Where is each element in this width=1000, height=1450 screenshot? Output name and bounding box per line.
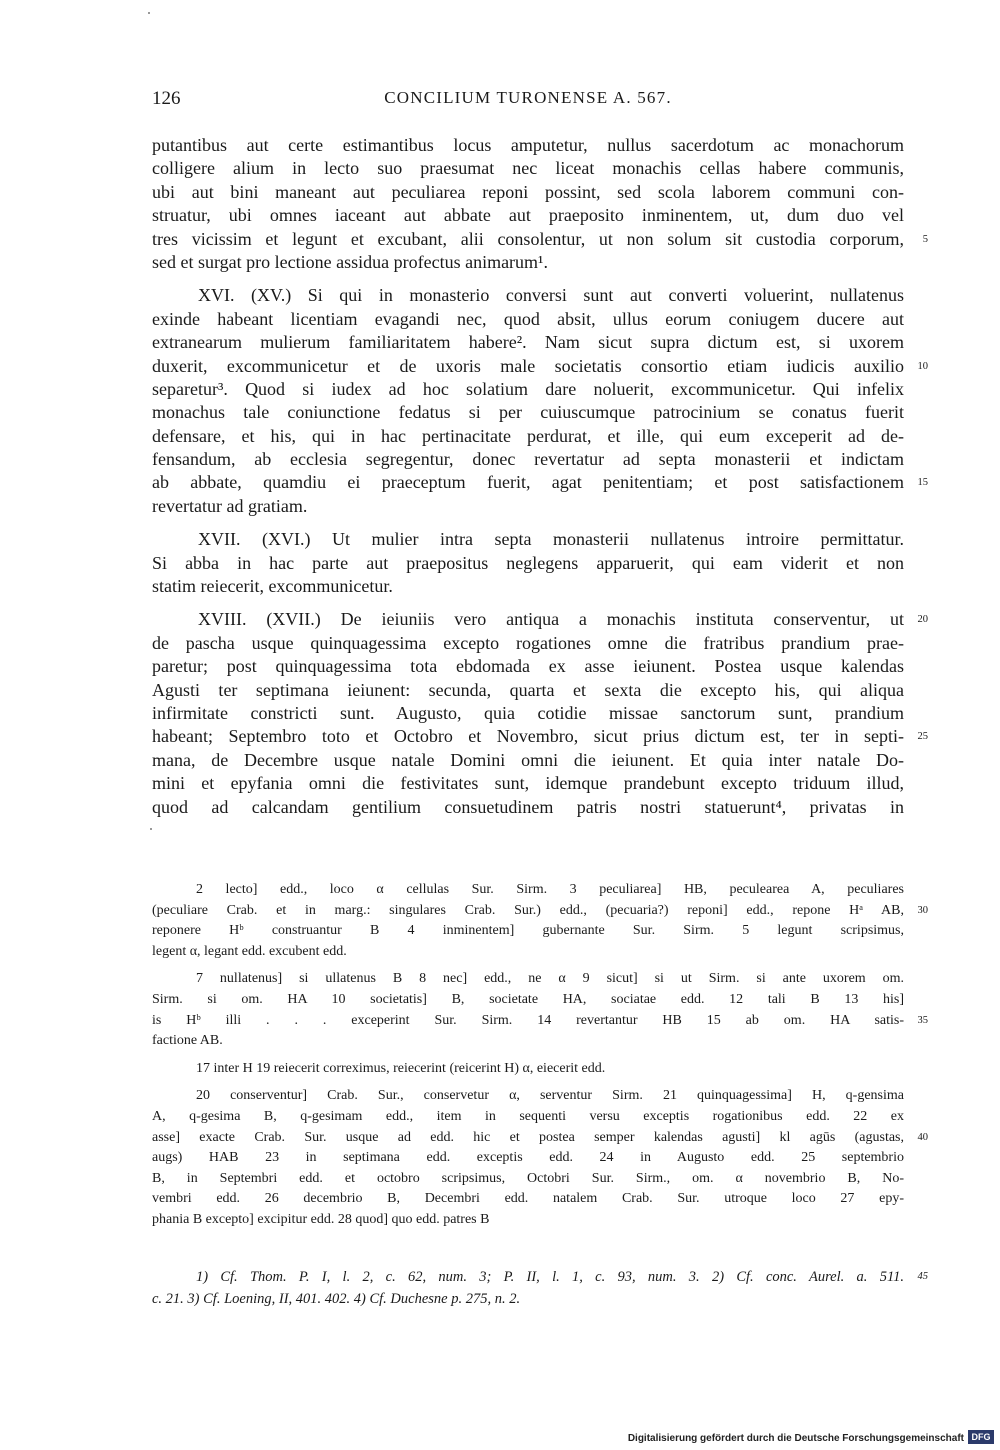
critical-apparatus <box>152 880 928 1231</box>
line-text: XVII. (XVI.) Ut mulier intra septa monasterii nullatenus introire permittatur. <box>198 529 904 550</box>
line-text: putantibus aut certe estimantibus locus amputetur, nullus sacerdotum ac monachorum <box>152 135 904 155</box>
text-line <box>152 552 904 575</box>
line-text: vembri edd. 26 decembrio B, Decembri edd. natalem Crab. Sur. utroque loco 27 epy- <box>152 1191 904 1207</box>
digitization-credit: Digitalisierung gefördert durch die Deutsche Forschungsgemeinschaft <box>627 1433 964 1444</box>
text-line <box>152 378 904 401</box>
apparatus-line <box>152 880 904 901</box>
text-line <box>152 204 904 227</box>
text-line <box>152 401 904 424</box>
apparatus-line <box>152 1031 904 1052</box>
text-line <box>152 796 904 819</box>
line-text: ab abbate, quamdiu ei praeceptum fuerit, agat penitentiam; et post satisfactionem <box>152 472 904 493</box>
footnotes <box>152 1266 928 1310</box>
line-text: augs) HAB 23 in septimana edd. exceptis edd. 24 in Augusto edd. 25 septembrio <box>152 1150 904 1166</box>
line-text: XVIII. (XVII.) De ieiuniis vero antiqua a monachis instituta conserventur, ut <box>198 609 904 630</box>
line-text: reponere Hᵇ construantur B 4 inminentem] gubernante Sur. Sirm. 5 legunt scripsimus, <box>152 923 904 939</box>
line-text: phania B excepto] excipitur edd. 28 quod] quo edd. patres B <box>152 1211 490 1227</box>
line-text: 7 nullatenus] si ullatenus B 8 nec] edd., ne α 9 sicut] si ut Sirm. si ante uxorem om. <box>196 971 904 987</box>
line-text: is Hᵇ illi . . . exceperint Sur. Sirm. 14 revertantur HB 15 ab om. HA satis- <box>152 1012 904 1028</box>
text-line <box>152 308 904 331</box>
apparatus-line <box>152 1148 904 1169</box>
apparatus-line <box>152 1169 904 1190</box>
text-line <box>152 425 904 448</box>
text-line <box>152 331 904 354</box>
line-text: (peculiare Crab. et in marg.: singulares Crab. Sur.) edd., (pecuaria?) reponi] edd., repone Hᵃ AB, <box>152 902 904 918</box>
line-text: quod ad calcandam gentilium consuetudinem patris nostri statuerunt⁴, privatas in <box>152 796 904 817</box>
line-text: factione AB. <box>152 1033 223 1049</box>
line-text: Si abba in hac parte aut praepositus neglegens apparuerit, qui eam viderit et non <box>152 552 904 573</box>
apparatus-line <box>152 1011 928 1032</box>
text-line <box>152 632 904 655</box>
line-text: sed et surgat pro lectione assidua profectus animarum¹. <box>152 251 548 272</box>
apparatus-line <box>152 969 904 990</box>
text-line <box>152 725 928 748</box>
line-text: Sirm. si om. HA 10 societatis] B, societate HA, sociatae edd. 12 tali B 13 his] <box>152 991 904 1007</box>
line-number: 10 <box>917 360 928 372</box>
scan-speck <box>148 12 150 14</box>
text-line <box>152 134 904 157</box>
line-number: 5 <box>922 233 928 245</box>
line-text: struatur, ubi omnes iaceant aut abbate aut praeposito inminentem, ut, dum duo vel <box>152 205 904 226</box>
line-text: duxerit, excommunicetur et de uxoris male societatis consortio etiam iudicis auxilio <box>152 355 904 376</box>
text-line <box>152 702 904 725</box>
line-text: paretur; post quinquagessima tota ebdomada ex asse ieiunent. Postea usque kalendas <box>152 656 904 677</box>
line-text: 20 conserventur] Crab. Sur., conservetur α, serventur Sirm. 21 quinquagessima] H, q-gensima <box>196 1088 904 1104</box>
line-text: extranearum mulierum familiaritatem habere². Nam sicut supra dictum est, si uxorem <box>152 332 904 353</box>
line-number: 30 <box>917 904 928 916</box>
line-text: Agusti ter septimana ieiunent: secunda, quarta et sexta die excepto his, qui aliqua <box>152 679 904 700</box>
text-line <box>152 448 904 471</box>
apparatus-line <box>152 1210 904 1231</box>
line-text: mana, de Decembre usque natale Domini omni die ieiunent. Et quia inter natale Do- <box>152 749 904 770</box>
footnote-line <box>152 1266 928 1288</box>
line-text: defensare, et his, qui in hac pertinacitate perdurat, et ille, qui eum exceperit ad de- <box>152 425 904 446</box>
line-text: exinde habeant licentiam evagandi nec, quod absit, ullus eorum coniugem ducere aut <box>152 308 904 329</box>
line-text: statim reiecerit, excommunicetur. <box>152 576 393 597</box>
line-number: 35 <box>917 1014 928 1026</box>
line-number: 15 <box>917 477 928 489</box>
line-number: 45 <box>917 1271 928 1282</box>
text-line <box>152 772 904 795</box>
line-text: 1) Cf. Thom. P. I, l. 2, c. 62, num. 3; P. II, l. 1, c. 93, num. 3. 2) Cf. conc. Aurel. a. 511. <box>196 1269 904 1285</box>
text-line <box>152 495 904 518</box>
text-line <box>152 355 928 378</box>
line-text: A, q-gesima B, q-gesimam edd., item in sequenti versu exceptis rogationibus edd. 22 ex <box>152 1108 904 1124</box>
line-text: de pascha usque quinquagessima excepto rogationes omne die fratribus prandium prae- <box>152 632 904 653</box>
line-text: colligere alium in lecto suo praesumat nec liceat monachis cellas habere communis, <box>152 158 904 179</box>
apparatus-line <box>152 990 904 1011</box>
line-text: separetur³. Quod si iudex ad hoc solatium dare noluerit, excommunicetur. Qui infelix <box>152 378 904 399</box>
line-text: mini et epyfania omni die festivitates sunt, idemque prandebunt excepto triduum illud, <box>152 773 904 794</box>
apparatus-line <box>152 1059 904 1080</box>
line-text: legent α, legant edd. excubent edd. <box>152 943 347 959</box>
apparatus-line <box>152 1128 928 1149</box>
text-line <box>152 749 904 772</box>
line-text: tres vicissim et legunt et excubant, alii consolentur, ut non solum sit custodia corporum, <box>152 228 904 249</box>
apparatus-line <box>152 921 904 942</box>
line-number: 25 <box>917 731 928 743</box>
line-number: 20 <box>917 614 928 626</box>
text-line <box>152 284 904 307</box>
dfg-logo: DFG <box>968 1430 994 1444</box>
text-line <box>152 251 904 274</box>
text-line <box>152 228 928 251</box>
line-text: XVI. (XV.) Si qui in monasterio conversi sunt aut converti voluerint, nullatenus <box>198 285 904 306</box>
page-number: 126 <box>152 88 181 109</box>
scan-speck <box>150 828 152 830</box>
page-header <box>152 88 904 114</box>
apparatus-line <box>152 1107 904 1128</box>
apparatus-line <box>152 1189 904 1210</box>
main-text <box>152 134 928 819</box>
line-text: B, in Septembri edd. et octobro scripsimus, Octobri Sur. Sirm., om. α novembrio B, No- <box>152 1170 904 1186</box>
apparatus-line <box>152 901 928 922</box>
line-text: 17 inter H 19 reiecerit correximus, reiecerint (reicerint H) α, eiecerit edd. <box>196 1060 606 1076</box>
text-line <box>152 157 904 180</box>
text-line <box>152 655 904 678</box>
running-title: CONCILIUM TURONENSE A. 567. <box>384 88 672 107</box>
apparatus-line <box>152 1086 904 1107</box>
apparatus-line <box>152 942 904 963</box>
text-line <box>152 528 904 551</box>
line-number: 40 <box>917 1131 928 1143</box>
line-text: 2 lecto] edd., loco α cellulas Sur. Sirm. 3 peculiarea] HB, peculearea A, peculiares <box>196 882 904 897</box>
text-line <box>152 471 928 494</box>
line-text: revertatur ad gratiam. <box>152 495 308 516</box>
footnote-line <box>152 1288 904 1310</box>
line-text: monachus tale coniunctione fedatus si per cuiuscumque patrocinium se conatus fuerit <box>152 402 904 423</box>
line-text: infirmitate constricti sunt. Augusto, quia cotidie missae sanctorum sunt, prandium <box>152 702 904 723</box>
text-line <box>152 181 904 204</box>
text-line <box>152 608 928 631</box>
line-text: fensandum, ab ecclesia segregentur, donec revertatur ad septa monasterii et indictam <box>152 449 904 470</box>
text-line <box>152 679 904 702</box>
line-text: ubi aut bini maneant aut peculiarea reponi possint, sed scola laborem communi con- <box>152 181 904 202</box>
line-text: habeant; Septembro toto et Octobro et Novembro, sicut prius dictum est, ter in septi- <box>152 726 904 747</box>
line-text: c. 21. 3) Cf. Loening, II, 401. 402. 4) Cf. Duchesne p. 275, n. 2. <box>152 1291 521 1307</box>
text-line <box>152 575 904 598</box>
line-text: asse] exacte Crab. Sur. usque ad edd. hic et postea semper kalendas agusti] kl agūs (agustas, <box>152 1129 904 1145</box>
